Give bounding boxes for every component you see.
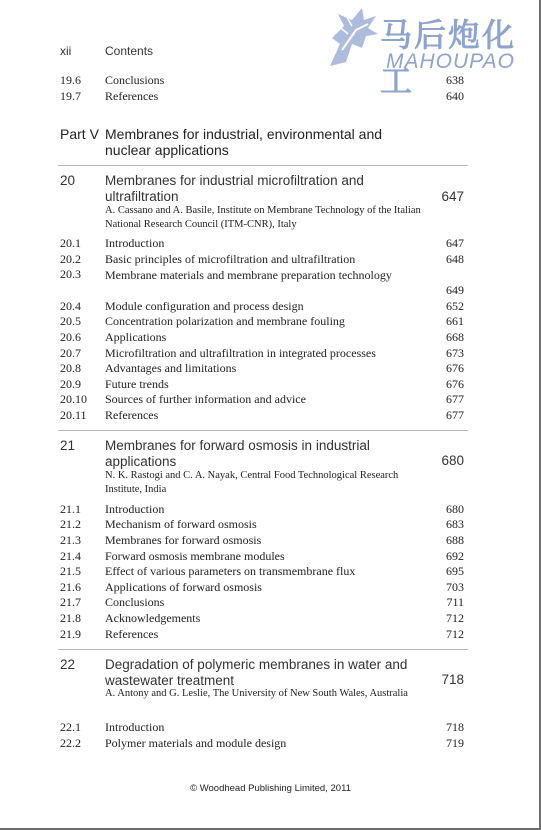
section-number: 21.6 <box>60 580 81 594</box>
section-page: 676 <box>446 377 464 391</box>
section-number: 20.7 <box>60 346 81 360</box>
section-title: Concentration polarization and membrane fouling <box>105 314 345 328</box>
copyright-footer: © Woodhead Publishing Limited, 2011 <box>190 783 351 794</box>
section-number: 20.6 <box>60 330 81 344</box>
section-page: 661 <box>446 314 464 328</box>
section-title: Membrane materials and membrane preparation technology <box>105 268 392 282</box>
section-number: 21.2 <box>60 517 81 531</box>
section-number: 19.7 <box>60 89 81 103</box>
section-number: 21.3 <box>60 533 81 547</box>
section-title: Membranes for forward osmosis <box>105 533 262 547</box>
chapter-authors: A. Cassano and A. Basile, Institute on Membrane Technology of the Italian National Research Council (ITM-CNR), Italy <box>105 205 421 230</box>
section-title: Forward osmosis membrane modules <box>105 549 285 563</box>
section-title: Sources of further information and advice <box>105 392 306 406</box>
running-title: Contents <box>105 44 154 58</box>
section-title: Introduction <box>105 502 165 516</box>
chapter-title: Degradation of polymeric membranes in water and wastewater treatment <box>105 657 408 688</box>
section-number: 21.7 <box>60 595 81 609</box>
section-page: 677 <box>446 408 464 422</box>
section-page: 711 <box>446 595 464 609</box>
section-title: Future trends <box>105 377 169 391</box>
section-page: 712 <box>446 611 464 625</box>
section-number: 20.4 <box>60 299 81 313</box>
page-number: xii <box>60 44 72 58</box>
section-number: 22.1 <box>60 720 81 734</box>
watermark-english-text: MAHOUPAO <box>386 50 515 73</box>
divider <box>58 430 468 431</box>
section-title: Advantages and limitations <box>105 361 237 375</box>
section-title: References <box>105 89 159 103</box>
section-number: 21.4 <box>60 549 81 563</box>
section-page: 703 <box>446 580 464 594</box>
section-title: Mechanism of forward osmosis <box>105 517 257 531</box>
section-page: 692 <box>446 549 464 563</box>
section-page: 668 <box>446 330 464 344</box>
section-title: Acknowledgements <box>105 611 201 625</box>
section-number: 20.9 <box>60 377 81 391</box>
section-page: 649 <box>446 283 464 297</box>
chapter-title: Membranes for forward osmosis in industrial applications <box>105 438 370 469</box>
section-title: References <box>105 408 159 422</box>
divider <box>58 165 468 166</box>
section-number: 21.1 <box>60 502 81 516</box>
section-page: 640 <box>446 89 464 103</box>
section-number: 20.2 <box>60 252 81 266</box>
part-label: Part V <box>60 126 99 142</box>
chapter-number: 22 <box>60 657 76 672</box>
section-title: Introduction <box>105 236 165 250</box>
section-number: 20.5 <box>60 314 81 328</box>
chapter-authors: N. K. Rastogi and C. A. Nayak, Central Food Technological Research Institute, India <box>105 470 399 495</box>
section-page: 648 <box>446 252 464 266</box>
section-page: 647 <box>446 236 464 250</box>
section-page: 680 <box>446 502 464 516</box>
section-page: 638 <box>446 73 464 87</box>
section-number: 21.5 <box>60 564 81 578</box>
divider <box>58 649 468 650</box>
chapter-title: Membranes for industrial microfiltration and ultrafiltration <box>105 173 364 204</box>
section-title: Introduction <box>105 720 165 734</box>
section-page: 652 <box>446 299 464 313</box>
section-number: 20.11 <box>60 408 87 422</box>
section-title: Polymer materials and module design <box>105 736 287 750</box>
section-page: 719 <box>446 736 464 750</box>
section-title: Basic principles of microfiltration and ultrafiltration <box>105 252 356 266</box>
section-number: 21.9 <box>60 627 81 641</box>
chapter-number: 21 <box>60 438 76 453</box>
section-title: Conclusions <box>105 73 165 87</box>
section-title: Module configuration and process design <box>105 299 304 313</box>
section-title: Applications <box>105 330 167 344</box>
section-title: Applications of forward osmosis <box>105 580 262 594</box>
section-title: Effect of various parameters on transmembrane flux <box>105 564 356 578</box>
section-page: 677 <box>446 392 464 406</box>
section-title: References <box>105 627 159 641</box>
chapter-page: 680 <box>441 453 464 468</box>
section-number: 20.8 <box>60 361 81 375</box>
section-page: 676 <box>446 361 464 375</box>
section-number: 20.1 <box>60 236 81 250</box>
section-page: 712 <box>446 627 464 641</box>
section-page: 683 <box>446 517 464 531</box>
section-number: 19.6 <box>60 73 81 87</box>
watermark-chinese-text: 马后炮化工 <box>380 16 517 100</box>
horse-logo-icon <box>322 4 384 74</box>
section-number: 22.2 <box>60 736 81 750</box>
chapter-page: 647 <box>441 189 464 204</box>
section-number: 20.3 <box>60 267 81 281</box>
section-page: 673 <box>446 346 464 360</box>
part-title: Membranes for industrial, environmental and nuclear applications <box>105 126 383 158</box>
section-title: Conclusions <box>105 595 165 609</box>
chapter-page: 718 <box>441 672 464 687</box>
chapter-number: 20 <box>60 173 76 188</box>
section-title: Microfiltration and ultrafiltration in integrated processes <box>105 346 376 360</box>
chapter-authors: A. Antony and G. Leslie, The University of New South Wales, Australia <box>105 688 408 699</box>
section-number: 20.10 <box>60 392 87 406</box>
section-page: 695 <box>446 564 464 578</box>
section-page: 688 <box>446 533 464 547</box>
section-number: 21.8 <box>60 611 81 625</box>
section-page: 718 <box>446 720 464 734</box>
